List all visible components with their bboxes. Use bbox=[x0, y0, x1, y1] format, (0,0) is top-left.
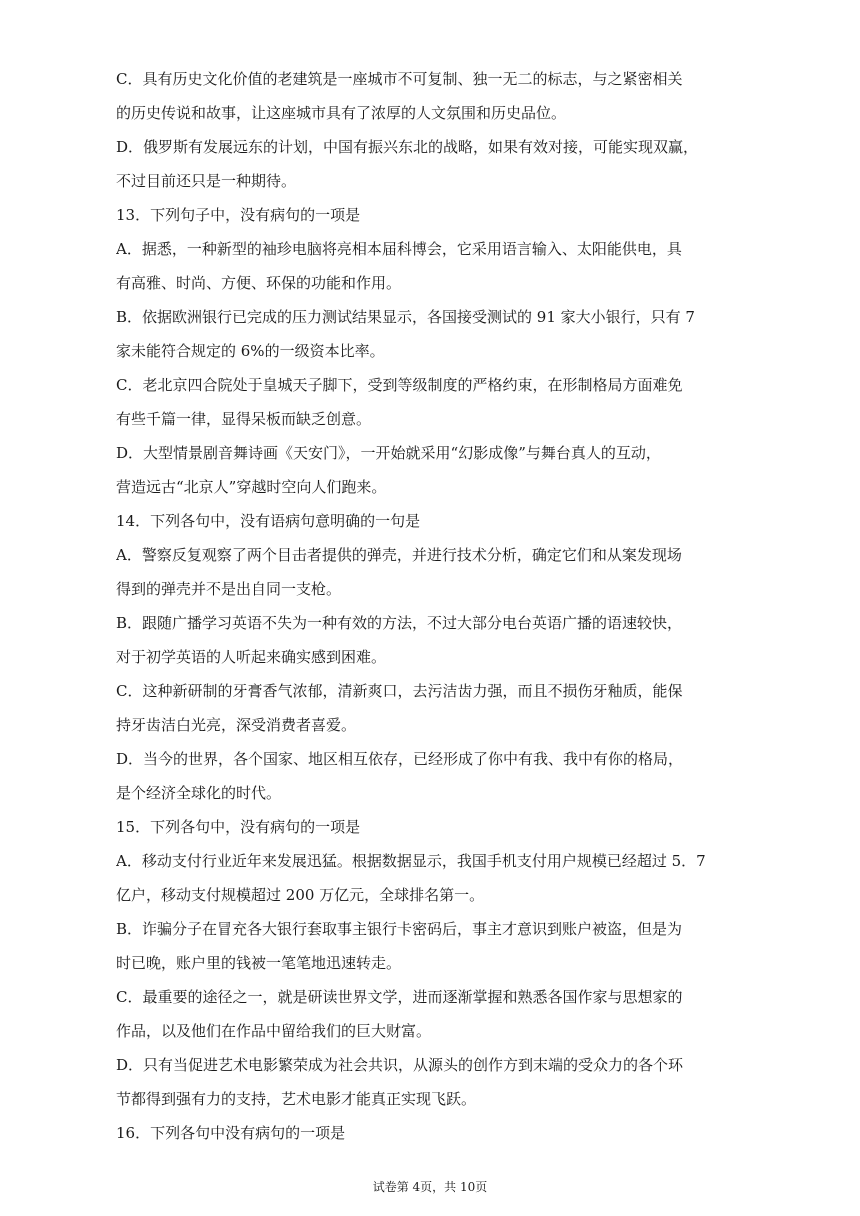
answer-option bbox=[116, 1048, 720, 1116]
text-line: C．这种新研制的牙膏香气浓郁，清新爽口，去污洁齿力强，而且不损伤牙釉质，能保 bbox=[116, 682, 683, 700]
text-line: 有些千篇一律，显得呆板而缺乏创意。 bbox=[116, 410, 372, 428]
text-line: D．只有当促进艺术电影繁荣成为社会共识，从源头的创作方到末端的受众力的各个环 bbox=[116, 1056, 684, 1074]
text-line: 15．下列各句中，没有病句的一项是 bbox=[116, 818, 361, 836]
text-line: B．依据欧洲银行已完成的压力测试结果显示，各国接受测试的 91 家大小银行，只有 7 bbox=[116, 308, 695, 326]
text-line: C．最重要的途径之一，就是研读世界文学，进而逐渐掌握和熟悉各国作家与思想家的 bbox=[116, 988, 683, 1006]
answer-option bbox=[116, 980, 720, 1048]
page-footer: 试卷第 4页，共 10页 bbox=[372, 1180, 488, 1194]
text-line: 营造远古“北京人”穿越时空向人们跑来。 bbox=[116, 478, 387, 496]
question-stem bbox=[116, 198, 720, 232]
question-stem bbox=[116, 1116, 720, 1150]
answer-option bbox=[116, 232, 720, 300]
answer-option bbox=[116, 844, 720, 912]
text-line: 的历史传说和故事，让这座城市具有了浓厚的人文氛围和历史品位。 bbox=[116, 104, 567, 122]
text-line: 14．下列各句中，没有语病句意明确的一句是 bbox=[116, 512, 421, 530]
text-line: 作品，以及他们在作品中留给我们的巨大财富。 bbox=[116, 1022, 432, 1040]
text-line: 持牙齿洁白光亮，深受消费者喜爱。 bbox=[116, 716, 357, 734]
text-line: 节都得到强有力的支持，艺术电影才能真正实现飞跃。 bbox=[116, 1090, 477, 1108]
exam-content bbox=[116, 62, 720, 1150]
text-line: A．移动支付行业近年来发展迅猛。根据数据显示，我国手机支付用户规模已经超过 5．7 bbox=[116, 852, 706, 870]
text-line: B．诈骗分子在冒充各大银行套取事主银行卡密码后，事主才意识到账户被盗，但是为 bbox=[116, 920, 683, 938]
answer-option bbox=[116, 742, 720, 810]
question-stem bbox=[116, 810, 720, 844]
text-line: C．具有历史文化价值的老建筑是一座城市不可复制、独一无二的标志，与之紧密相关 bbox=[116, 70, 683, 88]
text-line: 是个经济全球化的时代。 bbox=[116, 784, 282, 802]
text-line: 16．下列各句中没有病句的一项是 bbox=[116, 1124, 346, 1142]
answer-option bbox=[116, 674, 720, 742]
answer-option bbox=[116, 606, 720, 674]
text-line: A．据悉，一种新型的袖珍电脑将亮相本届科博会，它采用语言输入、太阳能供电，具 bbox=[116, 240, 682, 258]
answer-option bbox=[116, 368, 720, 436]
answer-option bbox=[116, 538, 720, 606]
text-line: D．俄罗斯有发展远东的计划，中国有振兴东北的战略，如果有效对接，可能实现双赢， bbox=[116, 138, 699, 156]
text-line: 不过目前还只是一种期待。 bbox=[116, 172, 297, 190]
text-line: 有高雅、时尚、方便、环保的功能和作用。 bbox=[116, 274, 402, 292]
answer-option bbox=[116, 912, 720, 980]
answer-option bbox=[116, 300, 720, 368]
answer-option bbox=[116, 436, 720, 504]
answer-option bbox=[116, 62, 720, 130]
text-line: D．当今的世界，各个国家、地区相互依存，已经形成了你中有我、我中有你的格局， bbox=[116, 750, 684, 768]
text-line: 得到的弹壳并不是出自同一支枪。 bbox=[116, 580, 342, 598]
text-line: 家未能符合规定的 6%的一级资本比率。 bbox=[116, 342, 385, 360]
question-stem bbox=[116, 504, 720, 538]
text-line: D．大型情景剧音舞诗画《天安门》，一开始就采用“幻影成像”与舞台真人的互动， bbox=[116, 444, 661, 462]
text-line: 对于初学英语的人听起来确实感到困难。 bbox=[116, 648, 387, 666]
text-line: C．老北京四合院处于皇城天子脚下，受到等级制度的严格约束，在形制格局方面难免 bbox=[116, 376, 683, 394]
text-line: 13．下列句子中，没有病句的一项是 bbox=[116, 206, 361, 224]
text-line: A．警察反复观察了两个目击者提供的弹壳，并进行技术分析，确定它们和从案发现场 bbox=[116, 546, 682, 564]
text-line: 时已晚，账户里的钱被一笔笔地迅速转走。 bbox=[116, 954, 402, 972]
text-line: B．跟随广播学习英语不失为一种有效的方法，不过大部分电台英语广播的语速较快， bbox=[116, 614, 683, 632]
answer-option bbox=[116, 130, 720, 198]
text-line: 亿户，移动支付规模超过 200 万亿元，全球排名第一。 bbox=[116, 886, 485, 904]
